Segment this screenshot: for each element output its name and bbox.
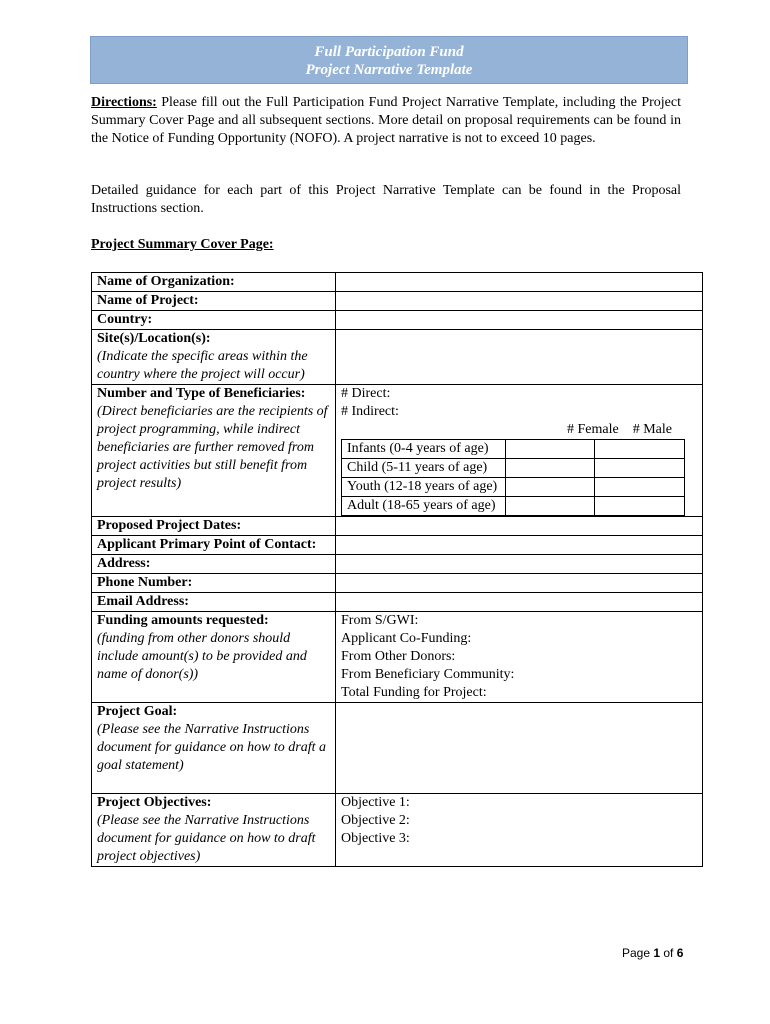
contact-label: Applicant Primary Point of Contact: <box>92 536 336 555</box>
cover-page-heading: Project Summary Cover Page: <box>91 237 274 252</box>
objective-line: Objective 2: <box>341 813 410 828</box>
goal-field[interactable] <box>336 703 703 794</box>
female-count-field[interactable] <box>505 459 595 478</box>
funding-label: Funding amounts requested: <box>97 613 269 628</box>
org-name-label: Name of Organization: <box>92 273 336 292</box>
goal-cell <box>92 703 336 794</box>
directions-label: Directions: <box>91 95 157 110</box>
phone-label: Phone Number: <box>92 574 336 593</box>
table-row <box>92 574 703 593</box>
country-field[interactable] <box>336 311 703 330</box>
table-row <box>92 292 703 311</box>
funding-line: Applicant Co-Funding: <box>341 631 472 646</box>
contact-field[interactable] <box>336 536 703 555</box>
org-name-field[interactable] <box>336 273 703 292</box>
objectives-cell <box>92 794 336 867</box>
directions-paragraph <box>91 94 681 148</box>
objectives-field[interactable] <box>336 794 703 867</box>
objective-line: Objective 1: <box>341 795 410 810</box>
title-banner <box>90 36 688 84</box>
age-group-label: Youth (12-18 years of age) <box>342 478 506 497</box>
dates-label: Proposed Project Dates: <box>92 517 336 536</box>
direct-label: # Direct: <box>341 386 391 401</box>
page-current: 1 <box>653 946 661 960</box>
address-field[interactable] <box>336 555 703 574</box>
table-row <box>92 517 703 536</box>
objectives-label: Project Objectives: <box>97 795 212 810</box>
female-count-field[interactable] <box>505 440 595 459</box>
female-count-field[interactable] <box>505 478 595 497</box>
beneficiaries-cell <box>92 385 336 517</box>
directions-text: Please fill out the Full Participation Fund Project Narrative Template, including the Project Summary Cover Page and all subsequent sections. More detail on proposal requirements can be found in the Notice of Funding Opportunity (NOFO). A project narrative is not to exceed 10 pages. <box>91 95 681 146</box>
goal-label: Project Goal: <box>97 704 178 719</box>
email-field[interactable] <box>336 593 703 612</box>
male-header: # Male <box>632 422 672 437</box>
phone-field[interactable] <box>336 574 703 593</box>
funding-line: From Beneficiary Community: <box>341 667 515 682</box>
guidance-paragraph: Detailed guidance for each part of this Project Narrative Template can be found in the Proposal Instructions section. <box>91 183 681 216</box>
objective-line: Objective 3: <box>341 831 410 846</box>
funding-line: From Other Donors: <box>341 649 456 664</box>
beneficiaries-label: Number and Type of Beneficiaries: <box>97 386 306 401</box>
dates-field[interactable] <box>336 517 703 536</box>
project-name-field[interactable] <box>336 292 703 311</box>
funding-cell <box>92 612 336 703</box>
age-group-table <box>341 439 685 516</box>
page-of: of <box>660 946 677 960</box>
table-row <box>342 440 685 459</box>
sites-field[interactable] <box>336 330 703 385</box>
table-row <box>92 385 703 517</box>
table-row <box>92 311 703 330</box>
sites-note: (Indicate the specific areas within the country where the project will occur) <box>97 349 308 382</box>
page-prefix: Page <box>622 946 654 960</box>
funding-line: Total Funding for Project: <box>341 685 487 700</box>
table-row <box>92 703 703 794</box>
country-label: Country: <box>92 311 336 330</box>
table-row <box>92 555 703 574</box>
male-count-field[interactable] <box>595 478 685 497</box>
table-row <box>92 593 703 612</box>
sites-label: Site(s)/Location(s): <box>97 331 211 346</box>
project-name-label: Name of Project: <box>92 292 336 311</box>
funding-note: (funding from other donors should include amount(s) to be provided and name of donor(s)) <box>97 631 307 682</box>
age-group-label: Infants (0-4 years of age) <box>342 440 506 459</box>
page-number <box>622 946 683 960</box>
table-row <box>342 478 685 497</box>
address-label: Address: <box>92 555 336 574</box>
age-group-label: Adult (18-65 years of age) <box>342 497 506 516</box>
banner-title-line2: Project Narrative Template <box>305 62 473 78</box>
female-header: # Female <box>567 422 619 437</box>
funding-line: From S/GWI: <box>341 613 419 628</box>
indirect-label: # Indirect: <box>341 404 399 419</box>
age-group-label: Child (5-11 years of age) <box>342 459 506 478</box>
table-row <box>92 330 703 385</box>
female-count-field[interactable] <box>505 497 595 516</box>
beneficiaries-note: (Direct beneficiaries are the recipients of project programming, while indirect beneficiaries are further removed from project activities but still benefit from project results) <box>97 404 328 491</box>
gender-header <box>341 421 702 439</box>
funding-field[interactable] <box>336 612 703 703</box>
table-row <box>342 497 685 516</box>
table-row <box>92 794 703 867</box>
objectives-note: (Please see the Narrative Instructions document for guidance on how to draft project objectives) <box>97 813 316 864</box>
goal-note: (Please see the Narrative Instructions document for guidance on how to draft a goal statement) <box>97 722 327 773</box>
beneficiaries-field[interactable] <box>336 385 703 517</box>
male-count-field[interactable] <box>595 440 685 459</box>
male-count-field[interactable] <box>595 497 685 516</box>
cover-page-table <box>91 272 703 867</box>
banner-title-line1: Full Participation Fund <box>314 44 464 60</box>
table-row <box>342 459 685 478</box>
page-total: 6 <box>676 946 684 960</box>
email-label: Email Address: <box>92 593 336 612</box>
table-row <box>92 273 703 292</box>
table-row <box>92 536 703 555</box>
table-row <box>92 612 703 703</box>
sites-cell <box>92 330 336 385</box>
male-count-field[interactable] <box>595 459 685 478</box>
